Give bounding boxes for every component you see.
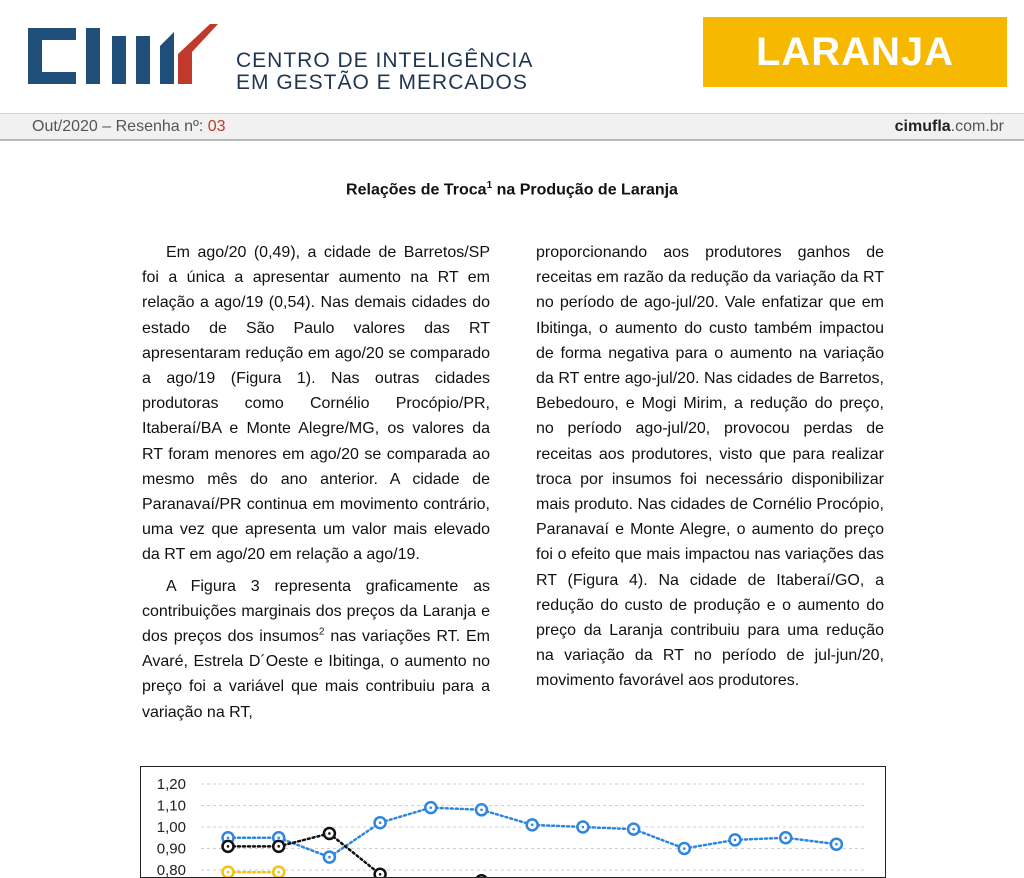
series-blue-line: [583, 827, 634, 829]
series-black-point-center: [328, 832, 331, 835]
left-paragraph-2-b: nas variações RT. Em Avaré, Estrela D´Oeste e Ibitinga, o aumento no preço foi a variável que mais contribuiu para a variação na RT,: [142, 628, 491, 721]
series-black-point-center: [227, 845, 230, 848]
y-tick-label: 1,00: [156, 819, 186, 836]
right-column: [536, 240, 884, 700]
series-blue-point-center: [430, 806, 433, 809]
series-blue-point-center: [480, 809, 483, 812]
site-link[interactable]: [895, 118, 1004, 136]
title-footnote-ref[interactable]: 1: [486, 180, 493, 191]
product-badge: [703, 17, 1007, 87]
title-suffix: na Produção de Laranja: [492, 181, 678, 199]
site-name: cimufla: [894, 118, 951, 135]
series-blue-point-center: [582, 826, 585, 829]
edition-bar: [0, 113, 1024, 141]
y-tick-label: 0,90: [156, 840, 186, 858]
y-tick-label: 0,80: [156, 862, 186, 877]
product-badge-label: LARANJA: [755, 29, 955, 74]
series-blue-point-center: [683, 847, 686, 850]
edition-info: [32, 118, 226, 136]
org-name: [236, 50, 533, 94]
series-black-point: [476, 875, 487, 877]
org-name-line1: CENTRO DE INTELIGÊNCIA: [236, 49, 534, 72]
series-black-point: [375, 869, 386, 877]
title-text: Relações de Troca: [346, 181, 487, 199]
right-paragraph-1: proporcionando aos produtores ganhos de receitas em razão da redução da variação da RT no período de ago-jul/20. Vale enfatizar que em Ibitinga, o aumento do custo também impactou de forma negativa para o aumento na variação da RT entre ago-jul/20. Nas cidades de Barretos, Bebedouro, e Mogi Mirim, a redução do preço, no período ago-jul/20, provocou perdas de receitas aos produtores, visto que para realizar troca por insumos foi necessário disponibilizar mais produto. Nas cidades de Cornélio Procópio, Paranavaí e Monte Alegre, o aumento do preço foi o efeito que mais impactou nas variações das RT (Figura 4). Na cidade de Itaberaí/GO, a redução do custo de produção e o aumento do preço da Laranja contribuiu para uma redução na variação da RT no período de jul-jun/20, movimento favorável aos produtores.: [536, 244, 884, 690]
left-paragraph-2: [142, 574, 490, 725]
series-yellow-point-center: [277, 871, 280, 874]
cim-logo: [28, 24, 218, 86]
edition-number: 03: [207, 118, 226, 135]
series-blue-line: [380, 808, 431, 823]
site-domain: .com.br: [950, 118, 1004, 135]
left-column: [142, 240, 490, 731]
footnote-ref-2[interactable]: 2: [318, 626, 325, 638]
series-blue-line: [684, 840, 735, 849]
left-paragraph-1: Em ago/20 (0,49), a cidade de Barretos/SP foi a única a apresentar aumento na RT em relação a ago/19 (0,54). Nas demais cidades do estado de São Paulo valores das RT apresentaram redução em ago/20 se comparado a ago/19 (Figura 1). Nas outras cidades produtoras como Cornélio Procópio/PR, Itaberaí/BA e Monte Alegre/MG, os valores da RT foram menores em ago/20 se comparada ao mesmo mês do ano anterior. A cidade de Paranavaí/PR continua em movimento contrário, uma vez que apresenta um valor mais elevado da RT em ago/20 em relação a ago/19.: [142, 244, 490, 564]
series-blue-point-center: [531, 824, 534, 827]
series-blue-point-center: [379, 821, 382, 824]
series-blue-line: [786, 838, 837, 844]
series-blue-line: [735, 838, 786, 840]
series-black-point-center: [379, 873, 382, 876]
org-name-line2: EM GESTÃO E MERCADOS: [236, 71, 528, 94]
series-blue-point-center: [328, 856, 331, 859]
series-blue-point-center: [784, 836, 787, 839]
series-blue-line: [634, 829, 685, 848]
series-blue-point-center: [734, 839, 737, 842]
edition-prefix: Out/2020 – Resenha nº:: [32, 118, 208, 135]
series-blue-point-center: [632, 828, 635, 831]
chart-figure: [140, 766, 886, 878]
left-paragraph-2-a: A Figura 3 representa graficamente as contribuições marginais dos preços da Laranja e dos preços dos insumos: [142, 577, 490, 646]
y-tick-label: 1,20: [156, 776, 186, 793]
page-header: [0, 0, 1024, 112]
line-chart: [141, 767, 885, 877]
y-tick-label: 1,10: [156, 797, 186, 815]
series-yellow-point-center: [227, 871, 230, 874]
series-black-point-center: [277, 845, 280, 848]
page-title: [0, 180, 1024, 199]
series-blue-line: [431, 808, 482, 810]
series-blue-point-center: [227, 836, 230, 839]
series-blue-line: [482, 810, 533, 825]
series-blue-point-center: [835, 843, 838, 846]
series-blue-point-center: [277, 836, 280, 839]
